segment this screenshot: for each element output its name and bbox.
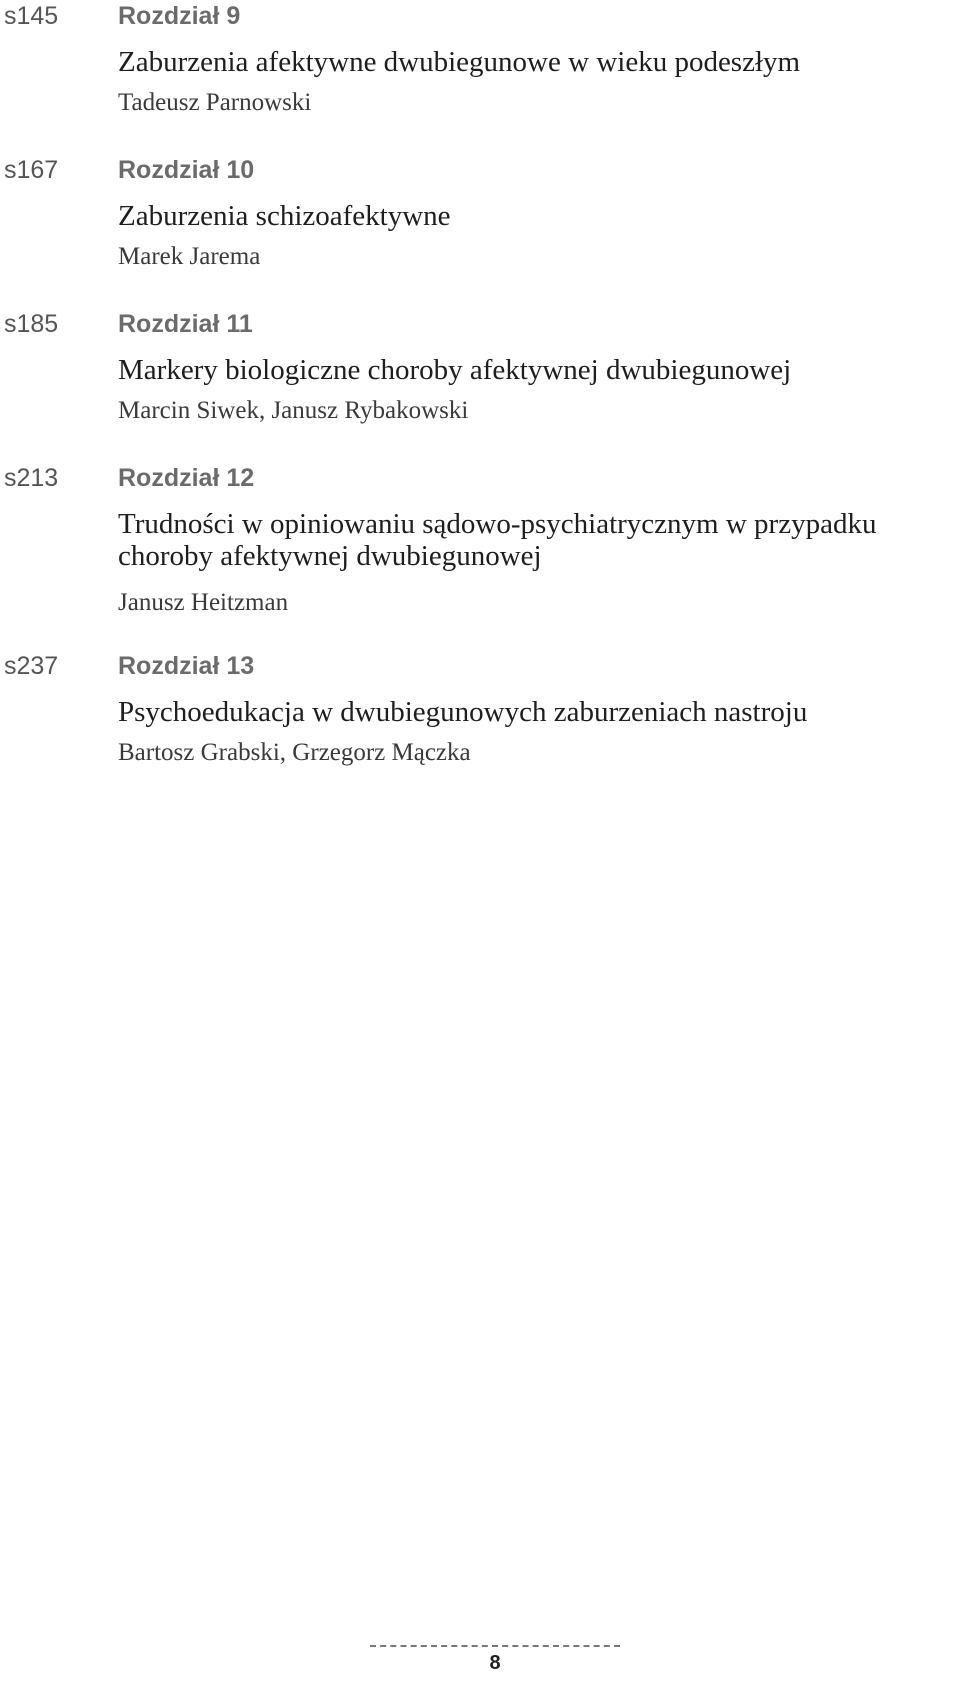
chapter-label: Rozdział 11	[118, 310, 253, 338]
chapter-authors: Marek Jarema	[118, 243, 261, 270]
chapter-title: Psychoedukacja w dwubiegunowych zaburzeniach nastroju	[118, 696, 808, 728]
chapter-title: Zaburzenia afektywne dwubiegunowe w wieku podeszłym	[118, 46, 801, 78]
toc-page-number: s167	[4, 156, 59, 184]
chapter-title: Markery biologiczne choroby afektywnej dwubiegunowej	[118, 354, 792, 386]
chapter-title: Trudności w opiniowaniu sądowo-psychiatrycznym w przypadku choroby afektywnej dwubiegunowej	[118, 508, 877, 572]
chapter-label: Rozdział 13	[118, 652, 255, 680]
chapter-title: Zaburzenia schizoafektywne	[118, 200, 451, 232]
chapter-authors: Janusz Heitzman	[118, 589, 289, 616]
toc-page-number: s145	[4, 2, 59, 30]
footer-page-number: 8	[489, 1652, 501, 1674]
chapter-label: Rozdział 10	[118, 156, 255, 184]
chapter-authors: Marcin Siwek, Janusz Rybakowski	[118, 397, 469, 424]
chapter-authors: Tadeusz Parnowski	[118, 89, 312, 116]
page-footer	[370, 1645, 620, 1675]
footer-dashed-rule	[370, 1645, 620, 1647]
toc-page-number: s213	[4, 464, 59, 492]
chapter-label: Rozdział 9	[118, 2, 241, 30]
chapter-authors: Bartosz Grabski, Grzegorz Mączka	[118, 739, 471, 766]
chapter-label: Rozdział 12	[118, 464, 255, 492]
toc-page-number: s185	[4, 310, 59, 338]
toc-page-number: s237	[4, 652, 59, 680]
